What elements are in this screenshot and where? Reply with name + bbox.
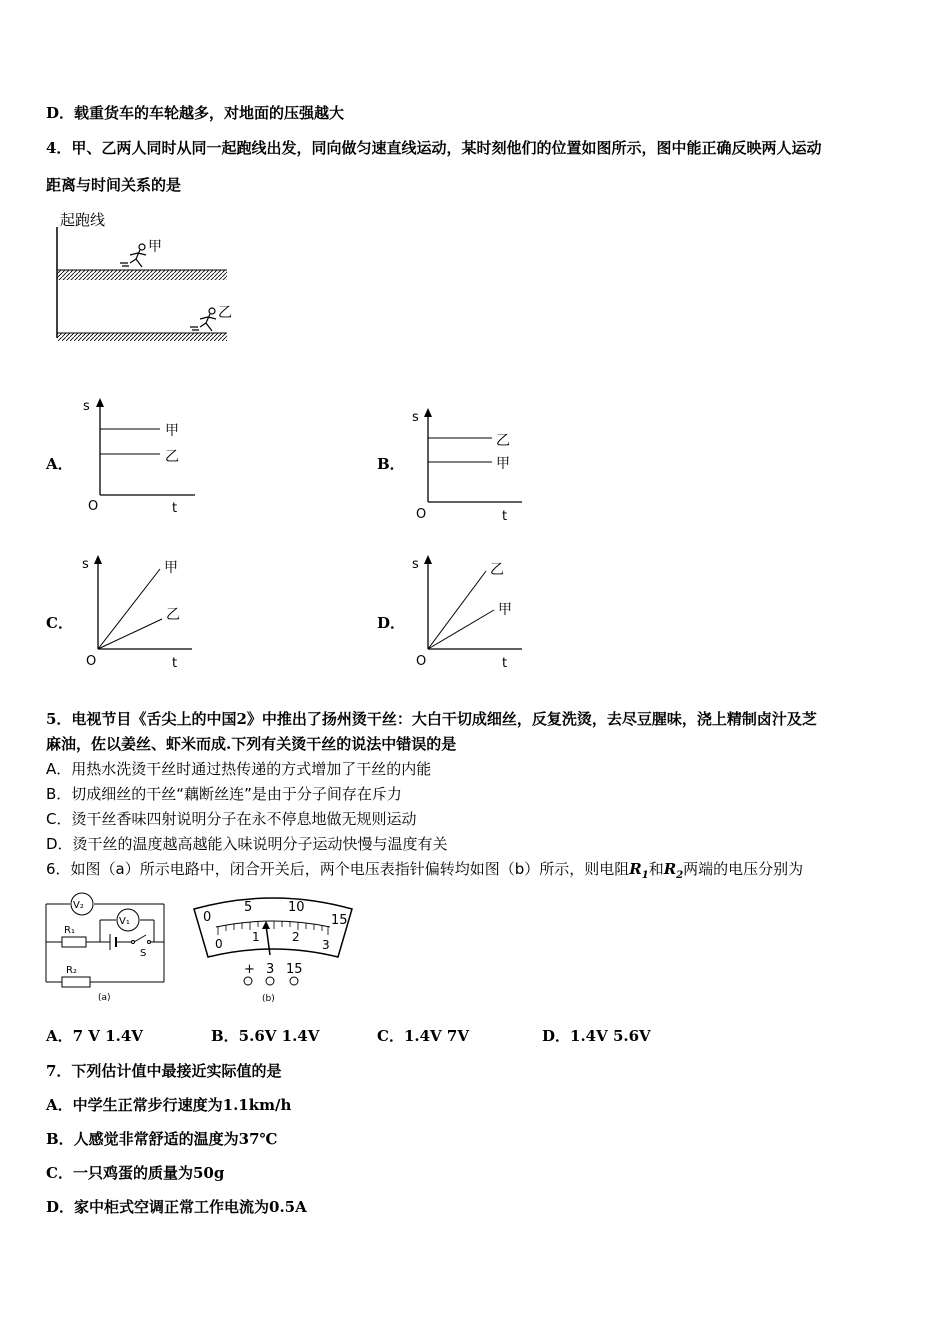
q4-stem-line2: 距离与时间关系的是 [46,176,182,194]
meter-caption: (b) [262,994,275,1004]
axis-s: s [412,557,419,572]
bottom-scale-1: 1 [252,930,260,944]
top-scale-15: 15 [331,913,348,928]
v1-meter-icon [117,909,139,931]
origin: O [416,654,427,669]
q4-option-a-label: A． [46,455,73,473]
bottom-scale-2: 2 [292,930,300,944]
r2-subscript: 2 [676,870,684,881]
bottom-scale-0: 0 [215,937,223,951]
r1-subscript: 1 [641,870,649,881]
line-upper-label: 甲 [164,560,178,576]
q4-graph-a [80,395,200,520]
origin: O [88,499,99,514]
q6-voltmeter-dial [188,893,358,1008]
top-scale-0: 0 [203,910,212,925]
circuit-caption: (a) [98,993,111,1003]
switch-icon [132,935,151,944]
axis-t: t [502,509,508,524]
axis-t: t [502,656,508,671]
runner-b-label: 乙 [218,305,232,321]
terminal-15: 15 [286,962,303,977]
r2-label: R₂ [66,965,77,976]
axis-s: s [412,410,419,425]
terminal-posts-icon [244,977,298,985]
v2-label: V₂ [73,900,84,911]
q7-option-c: C．一只鸡蛋的质量为50g [46,1164,225,1182]
r1-label: R₁ [64,925,75,936]
q4-option-d-label: D． [377,614,406,632]
line-upper-label: 甲 [165,423,179,439]
origin: O [86,654,97,669]
line-upper-label: 乙 [490,562,504,578]
origin: O [416,507,427,522]
axis-t: t [172,501,178,516]
q5-option-d: D．烫干丝的温度越高越能入味说明分子运动快慢与温度有关 [46,835,448,853]
resistor-r2 [62,977,90,987]
runner-a-label: 甲 [148,239,162,255]
q6-stem [46,858,803,881]
r1-symbol: R [629,860,642,878]
line-lower-label: 甲 [498,602,512,618]
runner-a-icon [120,244,146,267]
switch-label: S [140,948,147,959]
terminal-plus: + [244,962,255,977]
q4-track-figure [50,205,240,350]
q7-stem: 7．下列估计值中最接近实际值的是 [46,1062,282,1080]
q7-option-b: B．人感觉非常舒适的温度为37℃ [46,1130,278,1148]
top-scale-5: 5 [244,900,253,915]
q5-stem-line1: 5．电视节目《舌尖上的中国2》中推出了扬州烫干丝：大白干切成细丝，反复洗烫，去尽豆腥味，浇上精制卤汁及芝 [46,710,817,728]
q6-option-c: C．1.4V 7V [377,1027,469,1045]
line-lower-label: 乙 [165,449,179,465]
q6-stem-post: 两端的电压分别为 [683,860,804,878]
r2-symbol: R [663,860,677,878]
axis-s: s [83,399,90,414]
axis-s: s [82,557,89,572]
q5-option-c: C．烫干丝香味四射说明分子在永不停息地做无规则运动 [46,810,417,828]
q4-option-b-label: B． [377,455,405,473]
q4-option-c-label: C． [46,614,73,632]
q5-option-b: B．切成细丝的干丝“藕断丝连”是由于分子间存在斥力 [46,785,402,803]
q6-stem-mid: 和 [648,860,664,878]
q5-option-a: A．用热水洗烫干丝时通过热传递的方式增加了干丝的内能 [46,760,432,778]
q4-graph-b [410,405,530,530]
q6-circuit-diagram [42,890,172,1005]
q3-option-d: D．载重货车的车轮越多，对地面的压强越大 [46,104,345,122]
q4-graph-c [80,552,200,677]
q6-option-d: D．1.4V 5.6V [542,1027,651,1045]
line-lower-label: 甲 [496,456,510,472]
q4-graph-d [410,552,530,677]
q6-option-b: B．5.6V 1.4V [211,1027,320,1045]
q6-option-a: A．7 V 1.4V [46,1027,143,1045]
q5-stem-line2: 麻油，佐以姜丝、虾米而成.下列有关烫干丝的说法中错误的是 [46,735,457,753]
line-upper-label: 乙 [496,433,510,449]
q6-stem-pre: 6．如图（a）所示电路中，闭合开关后，两个电压表指针偏转均如图（b）所示，则电阻 [46,860,630,878]
axis-t: t [172,656,178,671]
q7-option-a: A．中学生正常步行速度为1.1km/h [46,1096,292,1114]
top-scale-10: 10 [288,900,305,915]
bottom-scale-3: 3 [322,938,330,952]
battery-icon [110,934,116,950]
line-lower-label: 乙 [166,607,180,623]
q4-stem-line1: 4．甲、乙两人同时从同一起跑线出发，同向做匀速直线运动，某时刻他们的位置如图所示，图中能正确反映两人运动 [46,139,822,157]
start-line-label: 起跑线 [60,211,106,229]
v2-meter-icon [71,893,93,915]
terminal-3: 3 [266,962,275,977]
runner-b-icon [190,308,216,331]
q7-option-d: D．家中柜式空调正常工作电流为0.5A [46,1198,307,1216]
resistor-r1 [62,937,86,947]
v1-label: V₁ [119,916,130,927]
